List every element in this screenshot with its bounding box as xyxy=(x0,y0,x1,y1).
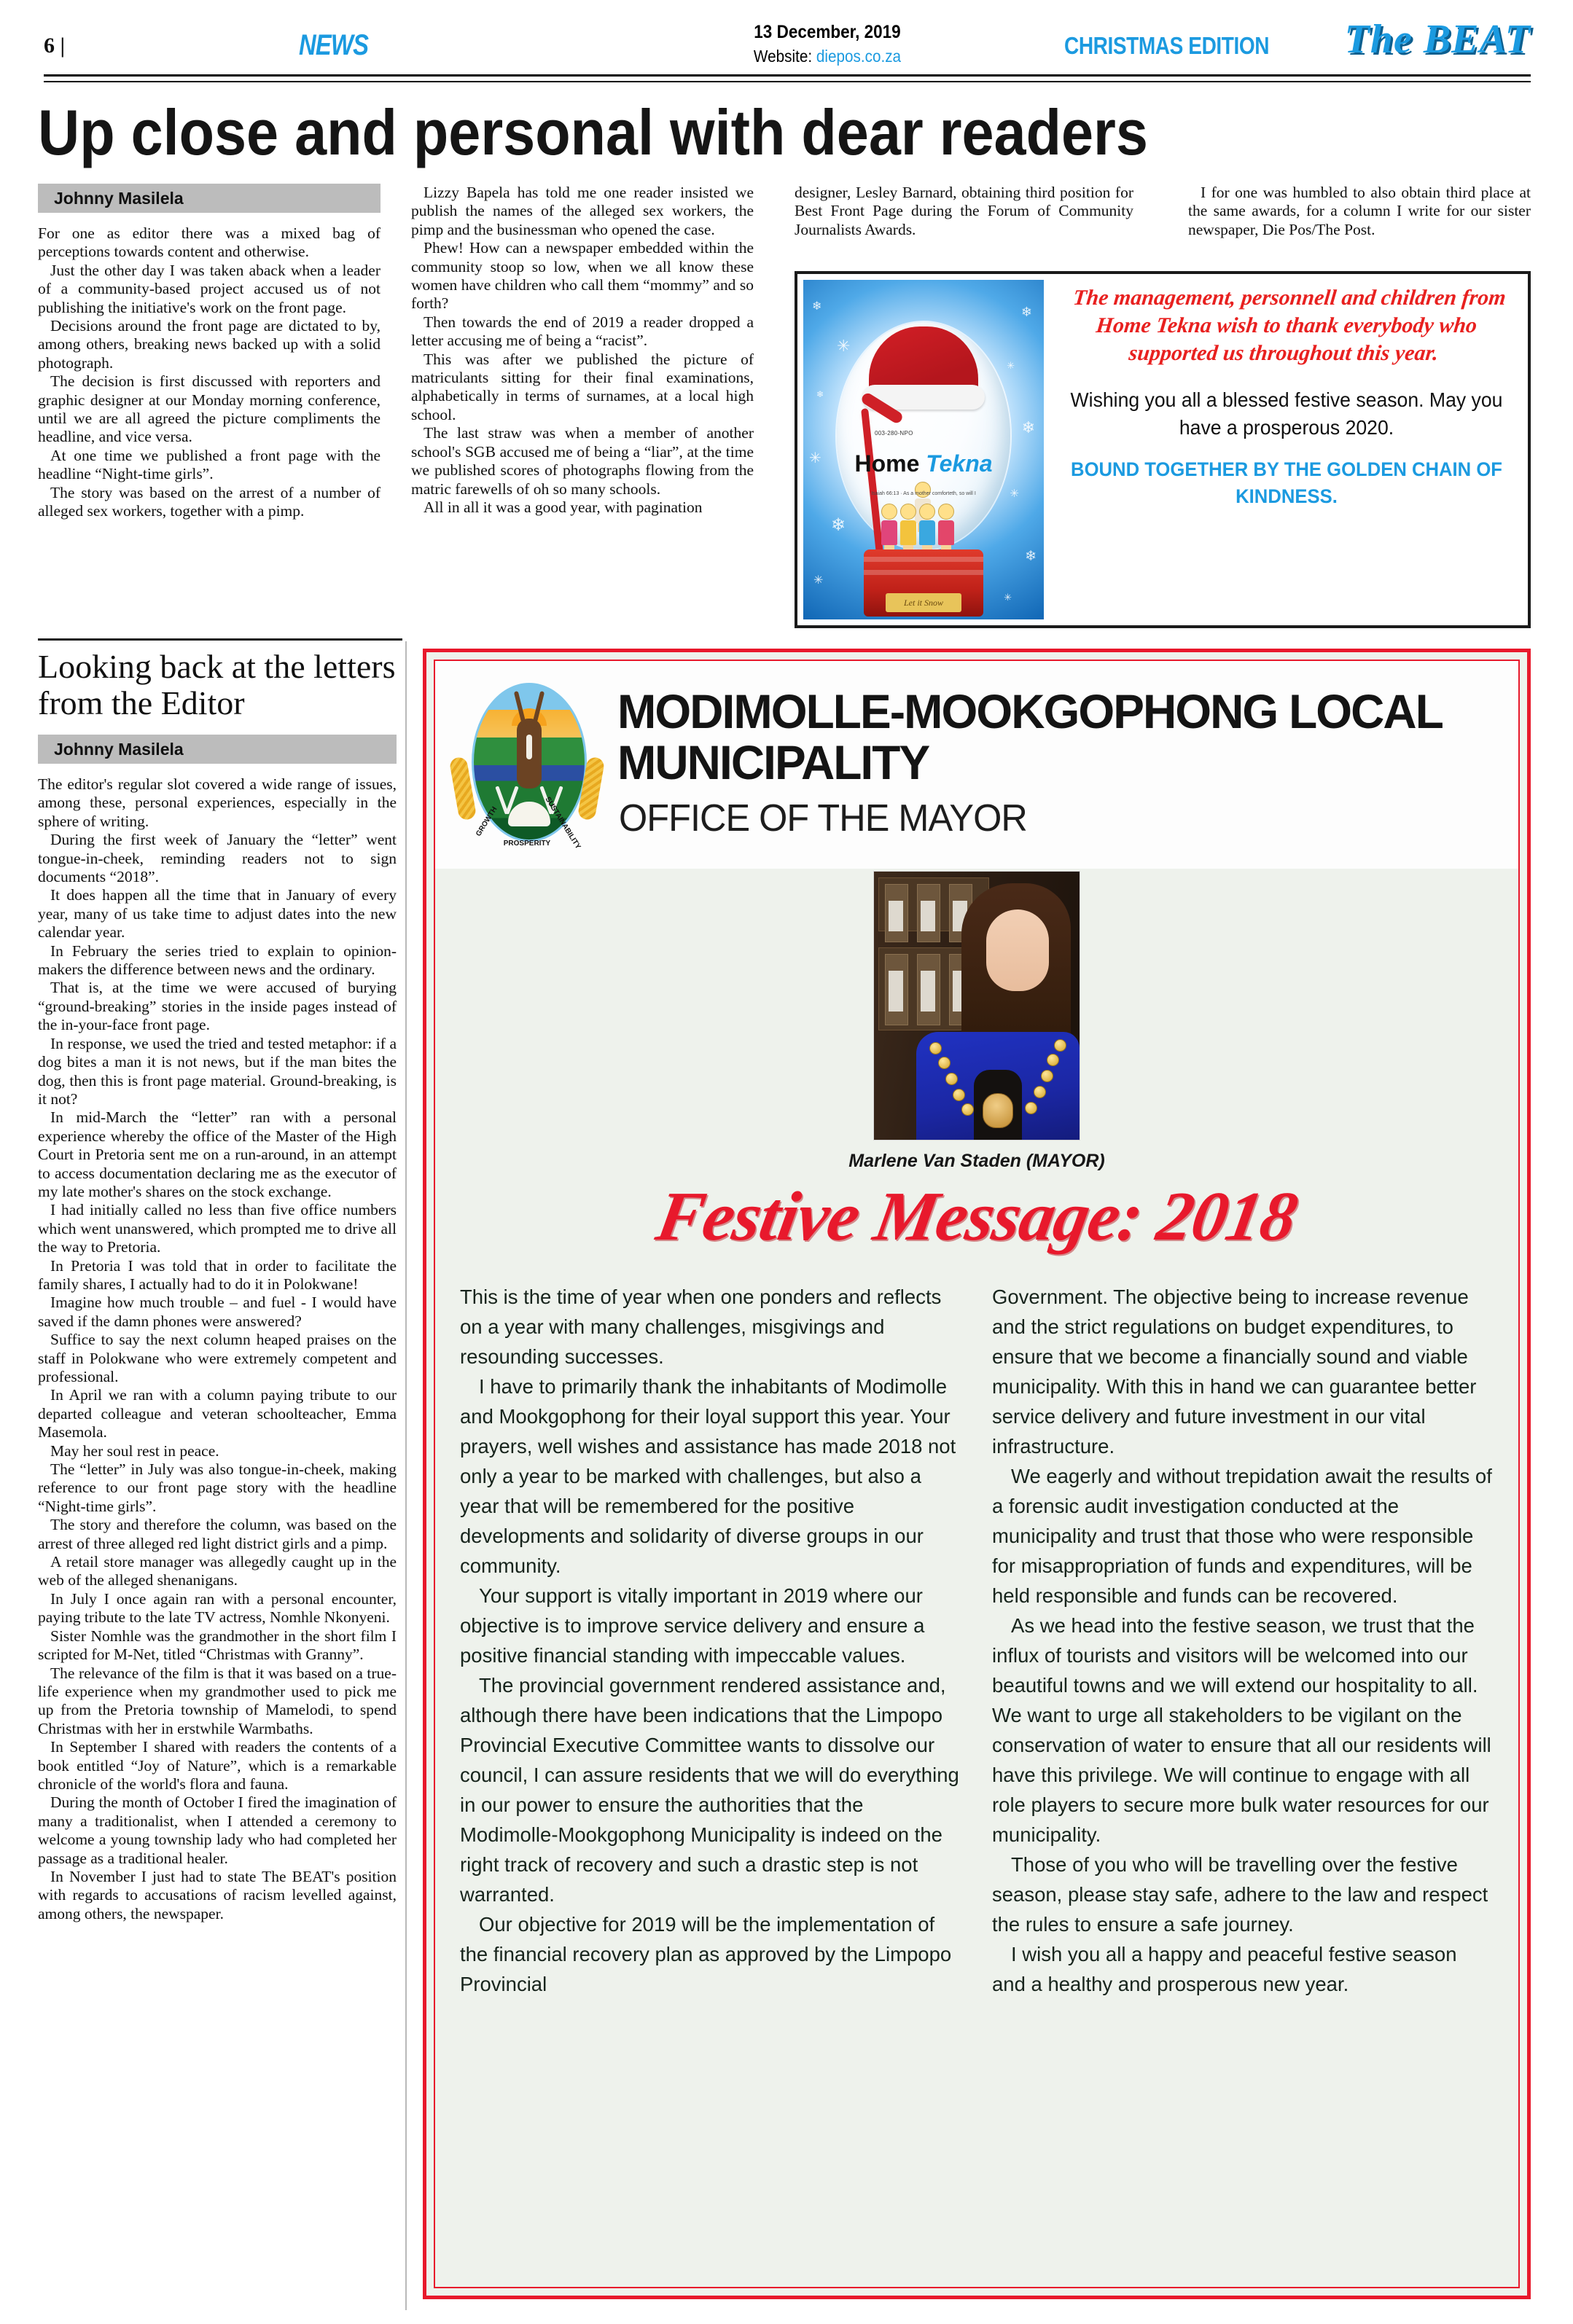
publication-logo: The BEAT xyxy=(1344,17,1531,62)
page-number: 6 | xyxy=(44,34,66,58)
paragraph: Your support is vitally important in 2019 where our objective is to improve service delivery and ensure a positive financial standing with impeccable values. xyxy=(460,1584,925,1667)
edition-label: CHRISTMAS EDITION xyxy=(1064,32,1270,59)
globe-base xyxy=(864,549,983,617)
paragraph: The decision is first discussed with reporters and graphic designer at our Monday morning conference, until we are all agreed the picture compliments the headline, and vice versa. xyxy=(38,372,380,446)
article-letters-title: Looking back at the letters from the Editor xyxy=(38,648,396,721)
paragraph: The relevance of the film is that it was based on a true-life experience when my grandmother used to pick me up from the Pretoria township of Mamelodi, to spend Christmas with her in erstwhile Warmbaths. xyxy=(38,1664,397,1737)
section-divider-rule xyxy=(38,638,402,641)
paragraph: We eagerly and without trepidation await the results of a forensic audit investigation conducted at the municipality and trust that those who were responsible for misappropriation of funds and expenditures, will be held responsible and funds can be recovered. xyxy=(992,1465,1492,1607)
paragraph: I wish you all a happy and peaceful festive season and a healthy and prosperous new year. xyxy=(992,1943,1457,1995)
paragraph: This was after we published the picture of matriculants sitting for their final examinations, alphabetically in terms of surnames, at a local high school. xyxy=(411,350,754,423)
paragraph: Decisions around the front page are dictated to by, among others, breaking news backed up with a solid photograph. xyxy=(38,317,380,372)
paragraph: The last straw was when a member of another school's SGB accused me of being a “liar”, at the time we published scores of photographs flowing from the matric farewells of oh so many schools. xyxy=(411,424,754,498)
paragraph: In February the series tried to explain to opinion-makers the difference between news and the ordinary. xyxy=(38,942,397,979)
paragraph: May her soul rest in peace. xyxy=(50,1441,219,1460)
mayor-message-column-left xyxy=(460,1282,961,2275)
paragraph: The story was based on the arrest of a number of alleged sex workers, together with a pimp. xyxy=(38,483,380,520)
article-column-2 xyxy=(411,184,754,517)
paragraph: During the month of October I fired the imagination of many a traditionalist, when I attended a ceremony to welcome a young township lady who had completed her passage as a traditional healer. xyxy=(38,1793,397,1867)
paragraph: Imagine how much trouble – and fuel - I would have saved if the damn phones were answered? xyxy=(38,1294,397,1330)
byline-1 xyxy=(38,184,380,213)
paragraph: At one time we published a front page with the headline “Night-time girls”. xyxy=(38,446,380,483)
website-line xyxy=(687,47,969,66)
festive-message-title: Festive Message: 2018 xyxy=(651,1177,1303,1255)
paragraph: designer, Lesley Barnard, obtaining third position for Best Front Page during the Forum of Community Journalists Awards. xyxy=(795,184,1133,238)
tekna-registration: 003-280-NPO xyxy=(875,430,913,437)
byline-name: Johnny Masilela xyxy=(54,739,184,759)
paragraph: The story and therefore the column, was based on the arrest of three alleged red light district girls and a pimp. xyxy=(38,1516,397,1552)
paragraph: Those of you who will be travelling over the festive season, please stay safe, adhere to the law and respect the rules to ensure a safe journey. xyxy=(992,1853,1488,1936)
paragraph: The provincial government rendered assistance and, although there have been indications that the Limpopo Provincial Executive Committee wants to dissolve our council, I can assure residents that we will do everything in our power to ensure the authorities that the Modimolle-Mookgophong Municipality is indeed on the right track of recovery and such a drastic step is not warranted. xyxy=(460,1674,959,1906)
paragraph: In April we ran with a column paying tribute to our departed colleague and veteran schoolteacher, Emma Masemola. xyxy=(38,1386,397,1441)
paragraph: I for one was humbled to also obtain third place at the same awards, for a column I write for our sister newspaper, Die Pos/The Post. xyxy=(1188,184,1531,238)
paragraph: Our objective for 2019 will be the implementation of the financial recovery plan as approved by the Limpopo Provincial xyxy=(460,1913,952,1995)
mayor-photo xyxy=(873,871,1080,1141)
tekna-blue-message: BOUND TOGETHER BY THE GOLDEN CHAIN OF KINDNESS. xyxy=(1071,458,1502,507)
paragraph: In September I shared with readers the contents of a book entitled “Joy of Nature”, which is a remarkable chronicle of the world's flora and fauna. xyxy=(38,1738,397,1793)
article-column-4 xyxy=(1188,184,1531,239)
article-letters-body xyxy=(38,775,397,1923)
tekna-verse: Isaiah 66:13 · As a mother comforteth, so will I xyxy=(871,491,976,497)
paragraph: Then towards the end of 2019 a reader dropped a letter accusing me of being a “racist”. xyxy=(411,313,754,350)
paragraph: Government. The objective being to increase revenue and the strict regulations on budget expenditures, to ensure that we become a financially sound and viable municipality. With this in hand we can guarantee better service delivery and future investment in our vital infrastructure. xyxy=(992,1286,1477,1458)
paragraph: Just the other day I was taken aback when a leader of a community-based project accused us of not publishing the initiative's work on the front page. xyxy=(38,261,380,316)
tekna-brand-home: Home xyxy=(854,450,920,477)
municipality-name: MODIMOLLE-MOOKGOPHONG LOCAL MUNICIPALITY xyxy=(617,684,1442,789)
byline-name: Johnny Masilela xyxy=(54,188,184,208)
advertisement-municipality[interactable] xyxy=(423,649,1531,2299)
tekna-red-message: The management, personnell and children from Home Tekna wish to thank everybody who supported us throughout this year. xyxy=(1072,286,1507,365)
paragraph: The “letter” in July was also tongue-in-cheek, making reference to our front page story with the headline “Night-time girls”. xyxy=(38,1460,397,1515)
paragraph: Lizzy Bapela has told me one reader insisted we publish the names of the alleged sex workers, the pimp and the businessman who opened the case. xyxy=(411,184,754,238)
crest-motto-growth: GROWTH xyxy=(475,805,499,838)
paragraph: Sister Nomhle was the grandmother in the short film I scripted for M-Net, titled “Christmas with Granny”. xyxy=(38,1627,397,1664)
tekna-black-message: Wishing you all a blessed festive season. May you have a prosperous 2020. xyxy=(1070,388,1503,439)
paragraph: In July I once again ran with a personal encounter, paying tribute to the late TV actress, Nomhle Nkonyeni. xyxy=(38,1589,397,1627)
snow-globe-icon xyxy=(837,322,1010,549)
article-column-1 xyxy=(38,184,380,521)
paragraph: As we head into the festive season, we trust that the influx of tourists and visitors will be welcomed into our beautiful towns and we will extend our hospitality to all. We want to urge all stakeholders to be vigilant on the conservation of water to ensure that all our residents will have this privilege. We will continue to engage with all role players to secure more bulk water resources for our municipality. xyxy=(992,1614,1491,1846)
masthead-rule xyxy=(44,74,1531,82)
paragraph: In mid-March the “letter” ran with a personal experience whereby the office of the Master of the High Court in Pretoria sent me on a run-around, in an attempt to access documentation declaring me as the executor of my late mother's shares on the stock exchange. xyxy=(38,1108,397,1200)
tekna-logo xyxy=(854,450,992,477)
paragraph: A retail store manager was allegedly caught up in the web of the alleged shenanigans. xyxy=(38,1553,397,1589)
tekna-brand-tekna: Tekna xyxy=(926,450,993,477)
paragraph: Phew! How can a newspaper embedded within the community stoop so low, when we all know these women have children who call them “mommy” and so forth? xyxy=(411,239,754,313)
municipality-office: OFFICE OF THE MAYOR xyxy=(619,797,1027,840)
municipality-crest-icon xyxy=(458,671,596,852)
website-link[interactable]: diepos.co.za xyxy=(816,47,902,66)
advertisement-home-tekna[interactable] xyxy=(795,271,1531,628)
paragraph: Suffice to say the next column heaped praises on the staff in Polokwane who were extremely competent and professional. xyxy=(38,1331,397,1385)
article-body-1 xyxy=(38,224,380,521)
issue-date: 13 December, 2019 xyxy=(754,22,901,42)
paragraph: This is the time of year when one ponders and reflects on a year with many challenges, misgivings and resounding successes. xyxy=(460,1286,942,1368)
paragraph: That is, at the time we were accused of burying “ground-breaking” stories in the inside pages instead of the in-your-face front page. xyxy=(38,979,397,1034)
paragraph: In Pretoria I was told that in order to facilitate the family shares, I actually had to do it in Polokwane! xyxy=(38,1256,397,1293)
globe-base-plate: Let it Snow xyxy=(886,593,961,612)
crest-motto-prosperity: PROSPERITY xyxy=(503,840,551,848)
byline-2 xyxy=(38,735,397,764)
page-title: Up close and personal with dear readers xyxy=(38,96,1148,168)
paragraph: In November I just had to state The BEAT's position with regards to accusations of racism levelled against, among others, the newspaper. xyxy=(38,1867,397,1922)
paragraph: It does happen all the time that in January of every year, many of us take time to adjust dates into the new calendar year. xyxy=(38,886,397,942)
paragraph: For one as editor there was a mixed bag of perceptions towards content and otherwise. xyxy=(38,224,380,261)
mayor-photo-caption: Marlene Van Staden (MAYOR) xyxy=(848,1151,1105,1171)
website-label: Website: xyxy=(753,47,813,66)
paragraph: I have to primarily thank the inhabitants of Modimolle and Mookgophong for their loyal support this year. Your prayers, well wishes and assistance has made 2018 not only a year to be marked with challenges, but also a year that will be remembered for the positive developments and solidarity of diverse groups in our community. xyxy=(460,1375,956,1577)
paragraph: The editor's regular slot covered a wide range of issues, among these, personal experiences, especially in the sphere of writing. xyxy=(38,775,397,830)
crest-motto-sustainability: SUSTAINABILITY xyxy=(543,795,582,851)
paragraph: During the first week of January the “letter” went tongue-in-cheek, reminding readers not to sign documents “2018”. xyxy=(38,831,397,886)
mayor-message-column-right xyxy=(992,1282,1494,2275)
masthead xyxy=(44,10,1531,71)
tekna-snowglobe-image: ❄ ✳ ❄ ✳ ❄ ✳ ❄ ✳ ❄ ✳ ❄ ✳ 003-280-NPO Home Tekna Isaiah 66:13 · As a mother comforteth, so will I Let it Snow xyxy=(803,280,1044,619)
article-letters xyxy=(38,649,397,1923)
paragraph: All in all it was a good year, with pagination xyxy=(424,498,703,516)
column-divider xyxy=(405,641,407,2310)
paragraph: I had initially called no less than five office numbers which went unanswered, which prompted me to drive all the way to Pretoria. xyxy=(38,1201,397,1256)
paragraph: In response, we used the tried and tested metaphor: if a dog bites a man it is not news, but if the man bites the dog, then this is front page material. Ground-breaking, is it not? xyxy=(38,1034,397,1108)
article-column-3 xyxy=(795,184,1133,239)
tekna-message-block xyxy=(1054,284,1519,618)
section-label: NEWS xyxy=(299,29,369,61)
